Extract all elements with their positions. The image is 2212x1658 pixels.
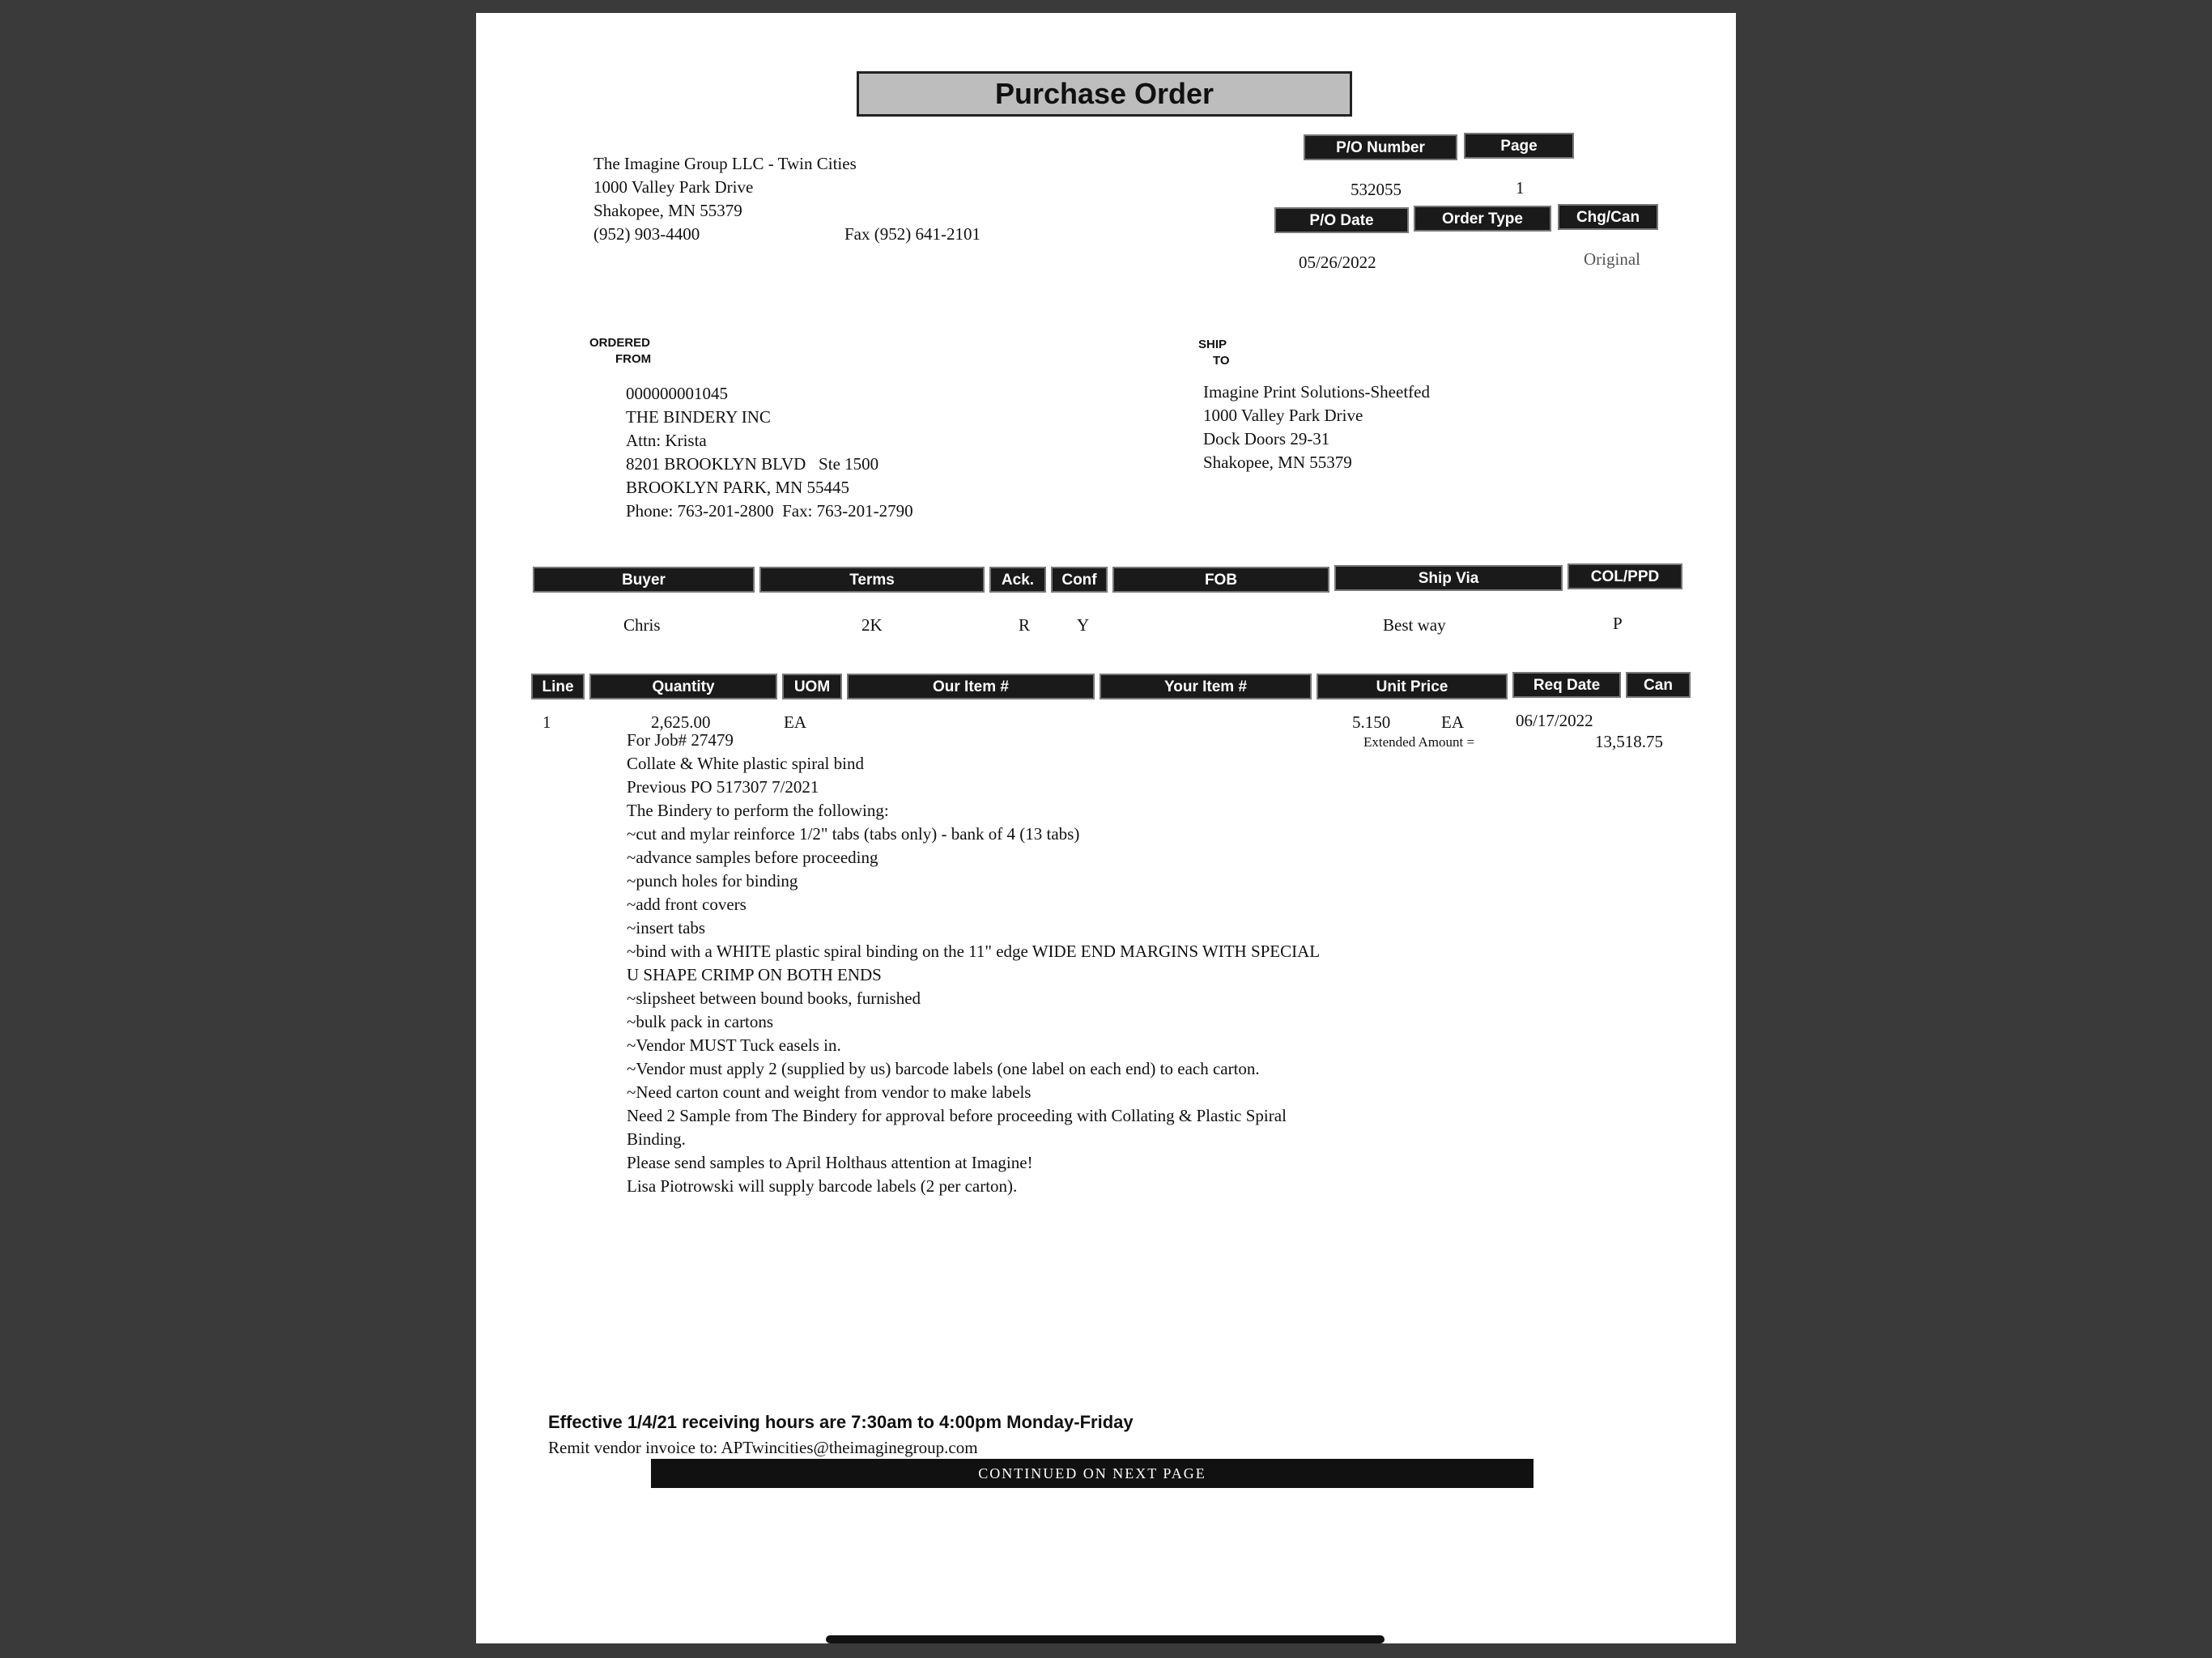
description-line: The Bindery to perform the following:: [627, 801, 889, 820]
vendor-line: 8201 BROOKLYN BLVD Ste 1500: [626, 454, 879, 474]
page-header: Page: [1464, 133, 1574, 159]
company-address: 1000 Valley Park Drive: [593, 177, 754, 197]
ship-via-header: Ship Via: [1334, 565, 1563, 591]
uom-header: UOM: [782, 674, 842, 699]
description-line: ~slipsheet between bound books, furnished: [627, 988, 921, 1008]
conf-value: Y: [1077, 615, 1090, 635]
order-type-header: Order Type: [1414, 206, 1551, 232]
price-uom-value: EA: [1441, 712, 1464, 732]
terms-header: Terms: [759, 567, 985, 593]
uom-value: EA: [784, 712, 806, 732]
extended-amount-label: Extended Amount =: [1363, 734, 1475, 750]
description-line: Previous PO 517307 7/2021: [627, 777, 819, 797]
remit-invoice-note: Remit vendor invoice to: APTwincities@theimaginegroup.com: [548, 1438, 978, 1457]
po-number: 532055: [1351, 180, 1402, 199]
ordered-label: ORDERED: [589, 336, 651, 350]
company-phone: (952) 903-4400: [593, 224, 700, 244]
our-item-header: Our Item #: [847, 674, 1095, 699]
description-line: Need 2 Sample from The Bindery for approval before proceeding with Collating & Plastic Spiral: [627, 1106, 1287, 1125]
description-line: ~insert tabs: [627, 918, 706, 937]
description-line: ~advance samples before proceeding: [627, 848, 878, 867]
ship-to-address: [1203, 380, 1430, 474]
continued-banner: CONTINUED ON NEXT PAGE: [651, 1459, 1534, 1488]
vendor-line: THE BINDERY INC: [626, 407, 771, 427]
description-line: ~Need carton count and weight from vendor to make labels: [627, 1082, 1032, 1102]
vendor-line: Phone: 763-201-2800 Fax: 763-201-2790: [626, 501, 913, 521]
home-indicator[interactable]: [826, 1635, 1385, 1643]
description-line: For Job# 27479: [627, 730, 734, 750]
ship-line: Dock Doors 29-31: [1203, 429, 1330, 449]
document-page: [476, 13, 1736, 1643]
buyer-header: Buyer: [533, 567, 755, 593]
ack-header: Ack.: [989, 567, 1046, 593]
ack-value: R: [1019, 615, 1031, 635]
col-ppd-header: COL/PPD: [1568, 563, 1682, 589]
ship-line: 1000 Valley Park Drive: [1203, 406, 1363, 425]
company-fax: Fax (952) 641-2101: [844, 224, 981, 244]
vendor-line: BROOKLYN PARK, MN 55445: [626, 478, 849, 497]
po-number-header: P/O Number: [1304, 134, 1457, 160]
description-line: ~bulk pack in cartons: [627, 1012, 774, 1031]
line-number: 1: [542, 712, 551, 732]
description-line: Collate & White plastic spiral bind: [627, 754, 864, 773]
chg-can-value: Original: [1584, 249, 1640, 269]
terms-value: 2K: [861, 615, 883, 635]
page-title: Purchase Order: [857, 71, 1352, 117]
quantity-header: Quantity: [589, 674, 777, 699]
to-label: TO: [1213, 354, 1230, 368]
ship-via-value: Best way: [1383, 615, 1446, 635]
po-date: 05/26/2022: [1299, 253, 1376, 272]
page-number: 1: [1516, 178, 1525, 198]
from-label: FROM: [615, 352, 652, 366]
po-date-header: P/O Date: [1274, 207, 1409, 233]
req-date-value: 06/17/2022: [1516, 711, 1593, 730]
your-item-header: Your Item #: [1100, 674, 1312, 699]
extended-amount-value: 13,518.75: [1595, 732, 1663, 751]
unit-price-value: 5.150: [1352, 712, 1391, 732]
description-line: ~Vendor MUST Tuck easels in.: [627, 1035, 841, 1055]
fob-header: FOB: [1112, 567, 1329, 593]
ship-line: Imagine Print Solutions-Sheetfed: [1203, 382, 1430, 402]
description-line: Lisa Piotrowski will supply barcode labels (2 per carton).: [627, 1176, 1018, 1196]
description-line: Binding.: [627, 1129, 686, 1149]
conf-header: Conf: [1051, 567, 1108, 593]
vendor-address: [626, 382, 913, 523]
company-name: The Imagine Group LLC - Twin Cities: [593, 154, 857, 173]
req-date-header: Req Date: [1512, 672, 1621, 698]
ship-label: SHIP: [1198, 338, 1227, 351]
vendor-line: Attn: Krista: [626, 431, 707, 450]
quantity-value: 2,625.00: [651, 712, 711, 732]
description-line: U SHAPE CRIMP ON BOTH ENDS: [627, 965, 882, 984]
description-line: ~punch holes for binding: [627, 871, 798, 891]
col-ppd-value: P: [1613, 614, 1623, 633]
company-city: Shakopee, MN 55379: [593, 201, 742, 220]
ship-line: Shakopee, MN 55379: [1203, 453, 1352, 472]
unit-price-header: Unit Price: [1317, 674, 1508, 699]
description-line: ~cut and mylar reinforce 1/2" tabs (tabs only) - bank of 4 (13 tabs): [627, 824, 1080, 844]
buyer-value: Chris: [623, 615, 661, 635]
description-line: ~Vendor must apply 2 (supplied by us) barcode labels (one label on each end) to each carton.: [627, 1059, 1260, 1078]
line-description: [627, 729, 1320, 1198]
description-line: ~bind with a WHITE plastic spiral binding on the 11" edge WIDE END MARGINS WITH SPECIAL: [627, 942, 1321, 961]
receiving-hours-note: Effective 1/4/21 receiving hours are 7:30am to 4:00pm Monday-Friday: [548, 1412, 1134, 1432]
line-header: Line: [531, 674, 585, 699]
vendor-line: 000000001045: [626, 384, 728, 403]
can-header: Can: [1626, 672, 1691, 698]
description-line: ~add front covers: [627, 895, 747, 914]
chg-can-header: Chg/Can: [1558, 204, 1658, 230]
description-line: Please send samples to April Holthaus attention at Imagine!: [627, 1153, 1033, 1172]
